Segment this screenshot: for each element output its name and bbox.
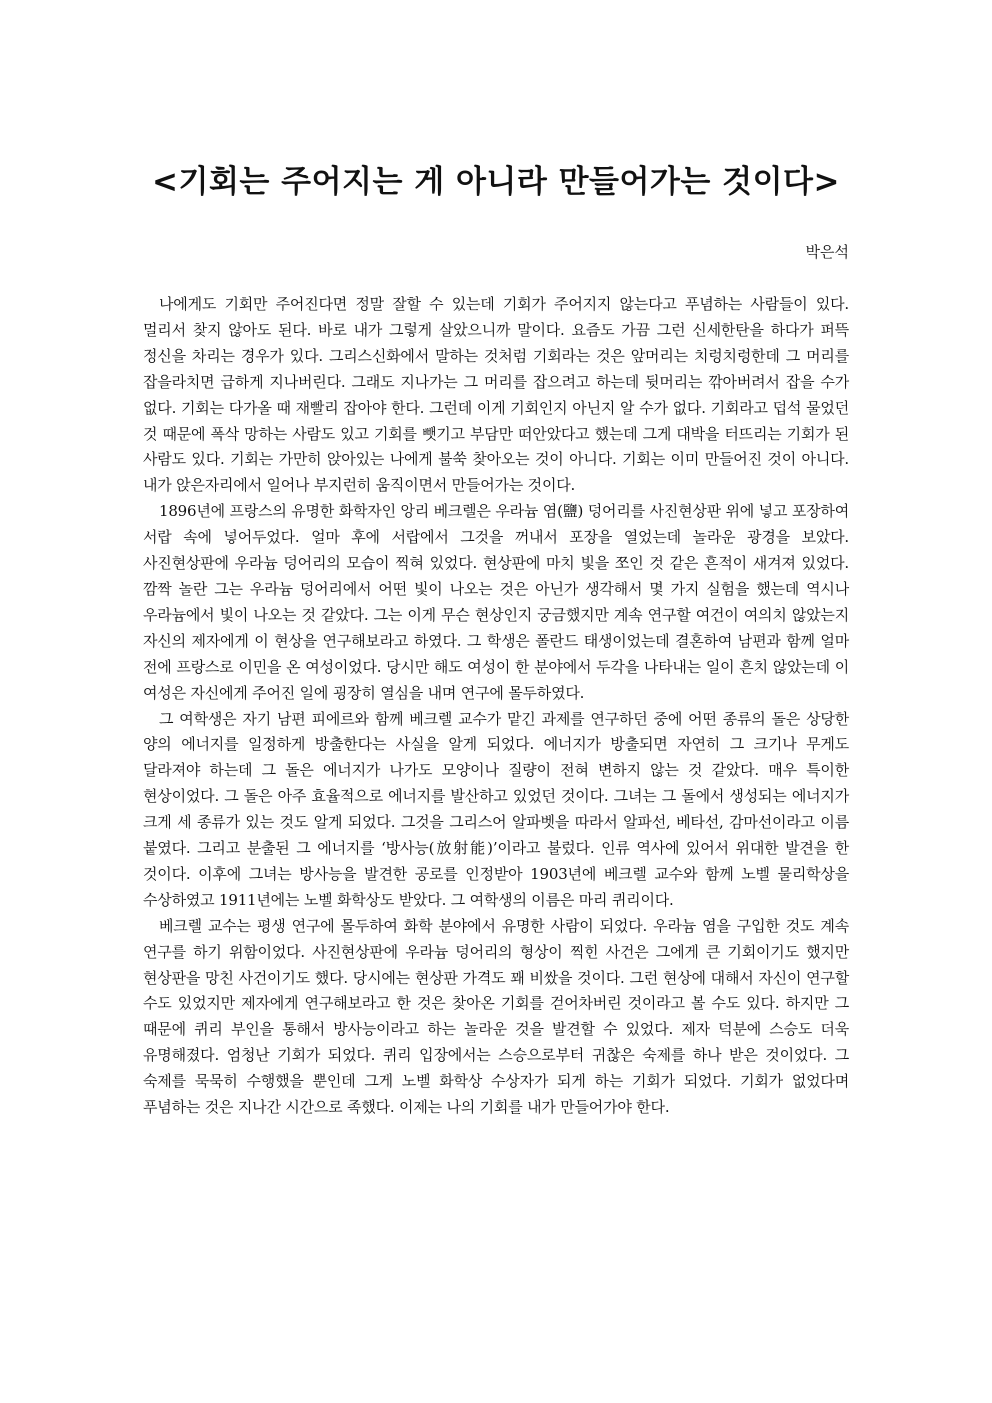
paragraph-2: 1896년에 프랑스의 유명한 화학자인 앙리 베크렐은 우라늄 염(鹽) 덩어리를 사진현상판 위에 넣고 포장하여 서랍 속에 넣어두었다. 얼마 후에 서랍에서 그것을 꺼내서 포장을 열었는데 놀라운 광경을 보았다. 사진현상판에 우라늄 덩어리의 모습이 찍혀 있었다. 현상판에 마치 빛을 쪼인 것 같은 흔적이 새겨져 있었다. 깜짝 놀란 그는 우라늄 덩어리에서 어떤 빛이 나오는 것은 아닌가 생각해서 몇 가지 실험을 했는데 역시나 우라늄에서 빛이 나오는 것 같았다. 그는 이게 무슨 현상인지 궁금했지만 계속 연구할 여건이 여의치 않았는지 자신의 제자에게 이 현상을 연구해보라고 하였다. 그 학생은 폴란드 태생이었는데 결혼하여 남편과 함께 얼마 전에 프랑스로 이민을 온 여성이었다. 당시만 해도 여성이 한 분야에서 두각을 나타내는 일이 흔치 않았는데 이 여성은 자신에게 주어진 일에 굉장히 열심을 내며 연구에 몰두하였다. (143, 502, 849, 702)
author-name: 박은석 (805, 243, 849, 261)
paragraph-4: 베크렐 교수는 평생 연구에 몰두하여 화학 분야에서 유명한 사람이 되었다. 우라늄 염을 구입한 것도 계속 연구를 하기 위함이었다. 사진현상판에 우라늄 덩어리의 형상이 찍힌 사건은 그에게 큰 기회이기도 했지만 현상판을 망친 사건이기도 했다. 당시에는 현상판 가격도 꽤 비쌌을 것이다. 그런 현상에 대해서 자신이 연구할 수도 있었지만 제자에게 연구해보라고 한 것은 찾아온 기회를 걷어차버린 것이라고 볼 수도 있다. 하지만 그 때문에 퀴리 부인을 통해서 방사능이라고 하는 놀라운 것을 발견할 수 있었다. 제자 덕분에 스승도 더욱 유명해졌다. 엄청난 기회가 되었다. 퀴리 입장에서는 스승으로부터 귀찮은 숙제를 하나 받은 것이었다. 그 숙제를 묵묵히 수행했을 뿐인데 그게 노벨 화학상 수상자가 되게 하는 기회가 되었다. 기회가 없었다며 푸념하는 것은 지나간 시간으로 족했다. 이제는 나의 기회를 내가 만들어가야 한다. (143, 916, 849, 1117)
document-page (143, 0, 849, 1403)
document-title: <기회는 주어지는 게 아니라 만들어가는 것이다> (152, 164, 840, 200)
paragraph-1: 나에게도 기회만 주어진다면 정말 잘할 수 있는데 기회가 주어지지 않는다고 푸념하는 사람들이 있다. 멀리서 찾지 않아도 된다. 바로 내가 그렇게 살았으니까 말이다. 요즘도 가끔 그런 신세한탄을 하다가 퍼뜩 정신을 차리는 경우가 있다. 그리스신화에서 말하는 것처럼 기회라는 것은 앞머리는 치렁치렁한데 그 머리를 잡을라치면 급하게 지나버린다. 그래도 지나가는 그 머리를 잡으려고 하는데 뒷머리는 깎아버려서 잡을 수가 없다. 기회는 다가올 때 재빨리 잡아야 한다. 그런데 이게 기회인지 아닌지 알 수가 없다. 기회라고 덥석 물었던 것 때문에 폭삭 망하는 사람도 있고 기회를 뺏기고 부담만 떠안았다고 했는데 그게 대박을 터뜨리는 기회가 된 사람도 있다. 기회는 가만히 앉아있는 나에게 불쑥 찾아오는 것이 아니다. 기회는 이미 만들어진 것이 아니다. 내가 앉은자리에서 일어나 부지런히 움직이면서 만들어가는 것이다. (143, 295, 849, 495)
paragraph-3: 그 여학생은 자기 남편 피에르와 함께 베크렐 교수가 맡긴 과제를 연구하던 중에 어떤 종류의 돌은 상당한 양의 에너지를 일정하게 방출한다는 사실을 알게 되었다. 에너지가 방출되면 자연히 그 크기나 무게도 달라져야 하는데 그 돌은 에너지가 나가도 모양이나 질량이 전혀 변하지 않는 것 같았다. 매우 특이한 현상이었다. 그 돌은 아주 효율적으로 에너지를 발산하고 있었던 것이다. 그녀는 그 돌에서 생성되는 에너지가 크게 세 종류가 있는 것도 알게 되었다. 그것을 그리스어 알파벳을 따라서 알파선, 베타선, 감마선이라고 이름 붙였다. 그리고 분출된 그 에너지를 ‘방사능(放射能)’이라고 불렀다. 인류 역사에 있어서 위대한 발견을 한 것이다. 이후에 그녀는 방사능을 발견한 공로를 인정받아 1903년에 베크렐 교수와 함께 노벨 물리학상을 수상하였고 1911년에는 노벨 화학상도 받았다. 그 여학생의 이름은 마리 퀴리이다. (143, 709, 850, 909)
document-body (143, 292, 849, 1121)
